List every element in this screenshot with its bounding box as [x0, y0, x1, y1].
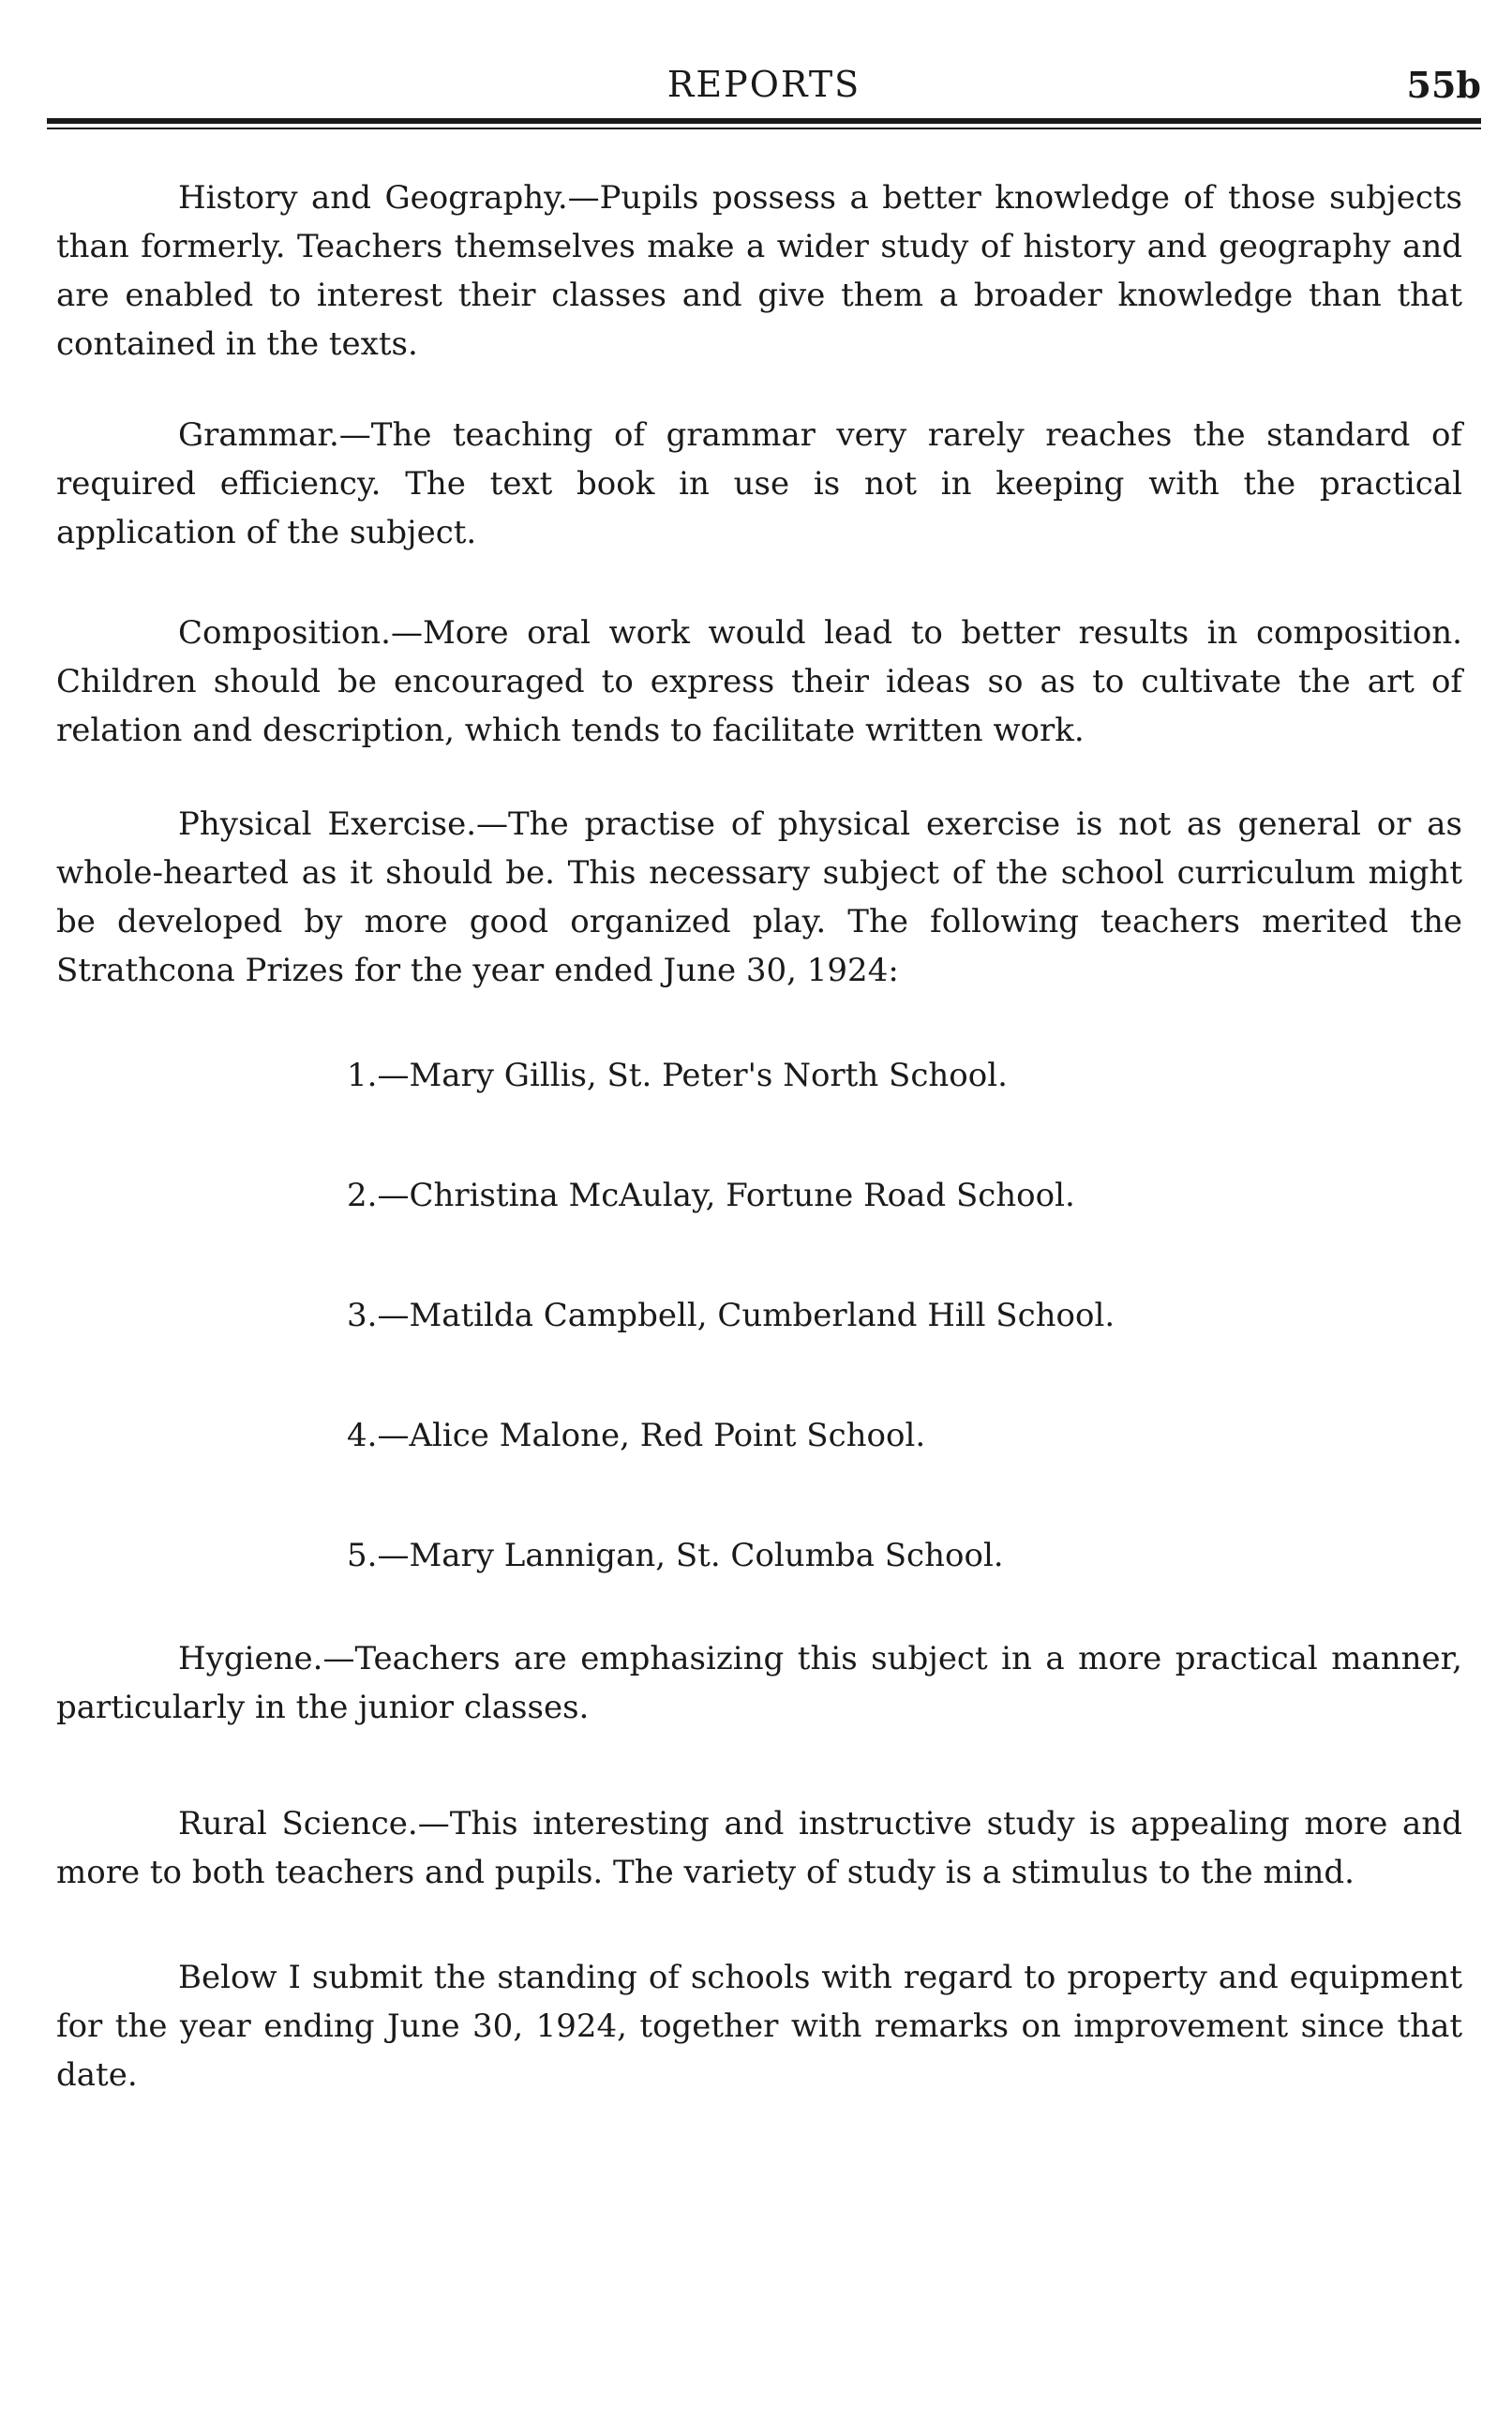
strathcona-prize-list: [347, 1051, 1462, 1580]
header-rule-thin: [47, 128, 1481, 129]
paragraph-rural-science: Rural Science.—This interesting and instructive study is appealing more and more to both teachers and pupils. The variety of study is a stimulus to the mind.: [56, 1805, 1462, 1891]
paragraph-grammar: Grammar.—The teaching of grammar very rarely reaches the standard of required efficiency. The text book in use is not in keeping with the practical application of the subject.: [56, 416, 1462, 551]
paragraph-physical-exercise: Physical Exercise.—The practise of physical exercise is not as general or as whole-hearted as it should be. This necessary subject of the school curriculum might be developed by more good organized play. The following teachers merited the Strathcona Prizes for the year ended June 30, 1924:: [56, 805, 1462, 989]
paragraph-composition: Composition.—More oral work would lead to better results in composition. Children should be encouraged to express their ideas so as to cultivate the art of relation and description, which tends to facilitate written work.: [56, 614, 1462, 749]
list-item: 2.—Christina McAulay, Fortune Road School.: [347, 1177, 1075, 1214]
page-number: 55b: [1406, 64, 1481, 106]
list-item: 4.—Alice Malone, Red Point School.: [347, 1417, 926, 1454]
paragraph-school-standing: Below I submit the standing of schools with regard to property and equipment for the year ending June 30, 1924, together with remarks on improvement since that date.: [56, 1959, 1462, 2094]
report-body: [56, 173, 1462, 2099]
running-title: REPORTS: [666, 64, 861, 105]
paragraph-hygiene: Hygiene.—Teachers are emphasizing this subject in a more practical manner, particularly in the junior classes.: [56, 1640, 1462, 1726]
paragraph-history-geography: History and Geography.—Pupils possess a better knowledge of those subjects than formerly. Teachers themselves make a wider study of history and geography and are enabled to interest their classes and give them a broader knowledge than that contained in the texts.: [56, 179, 1462, 363]
page-header: [47, 56, 1481, 131]
list-item: 3.—Matilda Campbell, Cumberland Hill School.: [347, 1297, 1115, 1334]
header-rule: [47, 118, 1481, 124]
list-item: 5.—Mary Lannigan, St. Columba School.: [347, 1537, 1004, 1574]
list-item: 1.—Mary Gillis, St. Peter's North School.: [347, 1057, 1008, 1094]
